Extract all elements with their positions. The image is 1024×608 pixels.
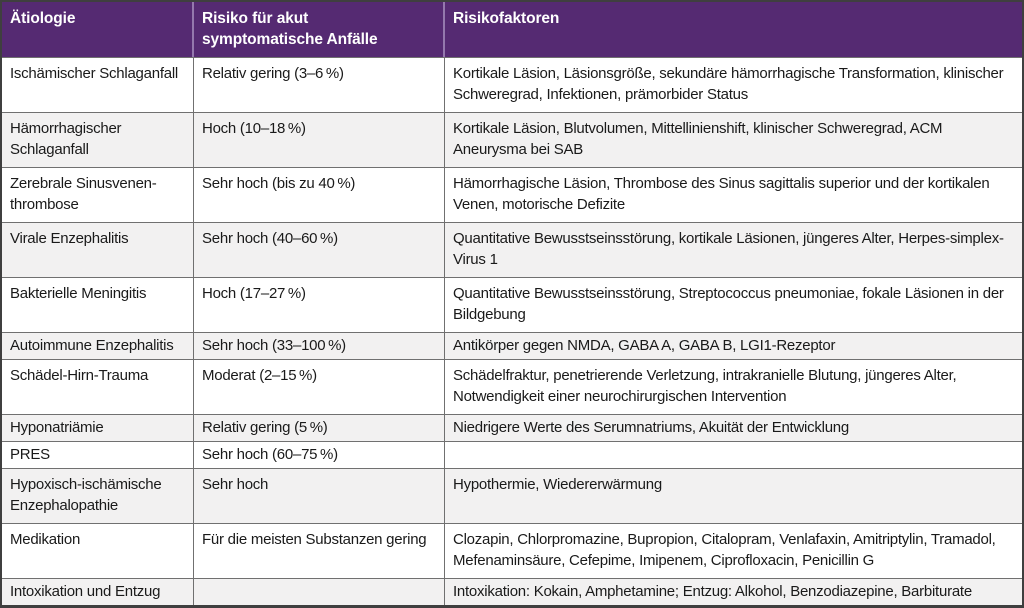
table-row-virale-enzephalitis: [2, 222, 1022, 277]
cell-risk: Sehr hoch (33–100 %): [194, 333, 445, 359]
column-header-factors: Risikofaktoren: [453, 10, 560, 27]
table-row-zerebrale-sinusvenenthrombose: [2, 167, 1022, 222]
cell-risk: Relativ gering (3–6 %): [194, 58, 445, 112]
cell-factors: Clozapin, Chlorpromazine, Bupropion, Citalopram, Venlafaxin, Amitriptylin, Tramadol, Mefenaminsäure, Cefepime, Imipenem, Ciprofloxacin, Penicillin G: [453, 531, 996, 569]
cell-factors: Niedrigere Werte des Serumnatriums, Akuität der Entwicklung: [453, 419, 849, 436]
cell-etiology: Medikation: [2, 524, 194, 578]
cell-etiology: Schädel-Hirn-Trauma: [2, 360, 194, 414]
cell-etiology: Hämorrhagischer Schlaganfall: [2, 113, 194, 167]
cell-factors: Antikörper gegen NMDA, GABA A, GABA B, LGI1-Rezeptor: [453, 337, 836, 354]
table-header-row: [2, 2, 1022, 57]
cell-risk: Sehr hoch (40–60 %): [194, 223, 445, 277]
cell-risk: Sehr hoch (bis zu 40 %): [194, 168, 445, 222]
table-row-hyponatriaemie: [2, 414, 1022, 441]
table-row-medikation: [2, 523, 1022, 578]
table-row-hypoxisch-ischaemische-enzephalopathie: [2, 468, 1022, 523]
cell-risk: Sehr hoch: [194, 469, 445, 523]
cell-etiology: Intoxikation und Entzug: [2, 579, 194, 605]
cell-factors: Schädelfraktur, penetrierende Verletzung, intrakranielle Blutung, jüngeres Alter, Notwendigkeit einer neurochirurgischen Intervention: [453, 367, 957, 405]
cell-etiology: PRES: [2, 442, 194, 468]
cell-risk: Relativ gering (5 %): [194, 415, 445, 441]
cell-factors: Kortikale Läsion, Läsionsgröße, sekundäre hämorrhagische Transformation, klinischer Schweregrad, Infektionen, prämorbider Status: [453, 65, 1004, 103]
cell-risk: Hoch (10–18 %): [194, 113, 445, 167]
cell-factors: [445, 442, 1022, 468]
cell-risk: [194, 579, 445, 605]
cell-factors: Hämorrhagische Läsion, Thrombose des Sinus sagittalis superior und der kortikalen Venen, motorische Defizite: [453, 175, 990, 213]
table-row-ischaemischer-schlaganfall: [2, 57, 1022, 112]
cell-factors: Quantitative Bewusstseinsstörung, Streptococcus pneumoniae, fokale Läsionen in der Bildgebung: [453, 285, 1004, 323]
table-row-pres: [2, 441, 1022, 468]
cell-factors: Intoxikation: Kokain, Amphetamine; Entzug: Alkohol, Benzodiazepine, Barbiturate: [453, 583, 972, 600]
cell-etiology: Hypoxisch-ischämische Enzephalopathie: [2, 469, 194, 523]
cell-etiology: Hyponatriämie: [2, 415, 194, 441]
cell-risk: Sehr hoch (60–75 %): [194, 442, 445, 468]
cell-etiology: Ischämischer Schlaganfall: [2, 58, 194, 112]
table-row-haemorrhagischer-schlaganfall: [2, 112, 1022, 167]
table-row-schaedel-hirn-trauma: [2, 359, 1022, 414]
cell-risk: Moderat (2–15 %): [194, 360, 445, 414]
cell-risk: Für die meisten Substanzen gering: [194, 524, 445, 578]
cell-factors: Quantitative Bewusstseinsstörung, kortikale Läsionen, jüngeres Alter, Herpes-simplex-Virus 1: [453, 230, 1004, 268]
cell-etiology: Zerebrale Sinusvenen-thrombose: [2, 168, 194, 222]
column-header-etiology: Ätiologie: [2, 2, 194, 57]
table-row-bakterielle-meningitis: [2, 277, 1022, 332]
cell-factors: Hypothermie, Wiedererwärmung: [453, 476, 662, 493]
table-row-intoxikation-und-entzug: [2, 578, 1022, 605]
cell-etiology: Autoimmune Enzephalitis: [2, 333, 194, 359]
cell-etiology: Virale Enzephalitis: [2, 223, 194, 277]
column-header-risk: Risiko für akut symptomatische Anfälle: [194, 2, 445, 57]
table-row-autoimmune-enzephalitis: [2, 332, 1022, 359]
cell-risk: Hoch (17–27 %): [194, 278, 445, 332]
cell-factors: Kortikale Läsion, Blutvolumen, Mittellinienshift, klinischer Schweregrad, ACM Aneurysma bei SAB: [453, 120, 943, 158]
cell-etiology: Bakterielle Meningitis: [2, 278, 194, 332]
